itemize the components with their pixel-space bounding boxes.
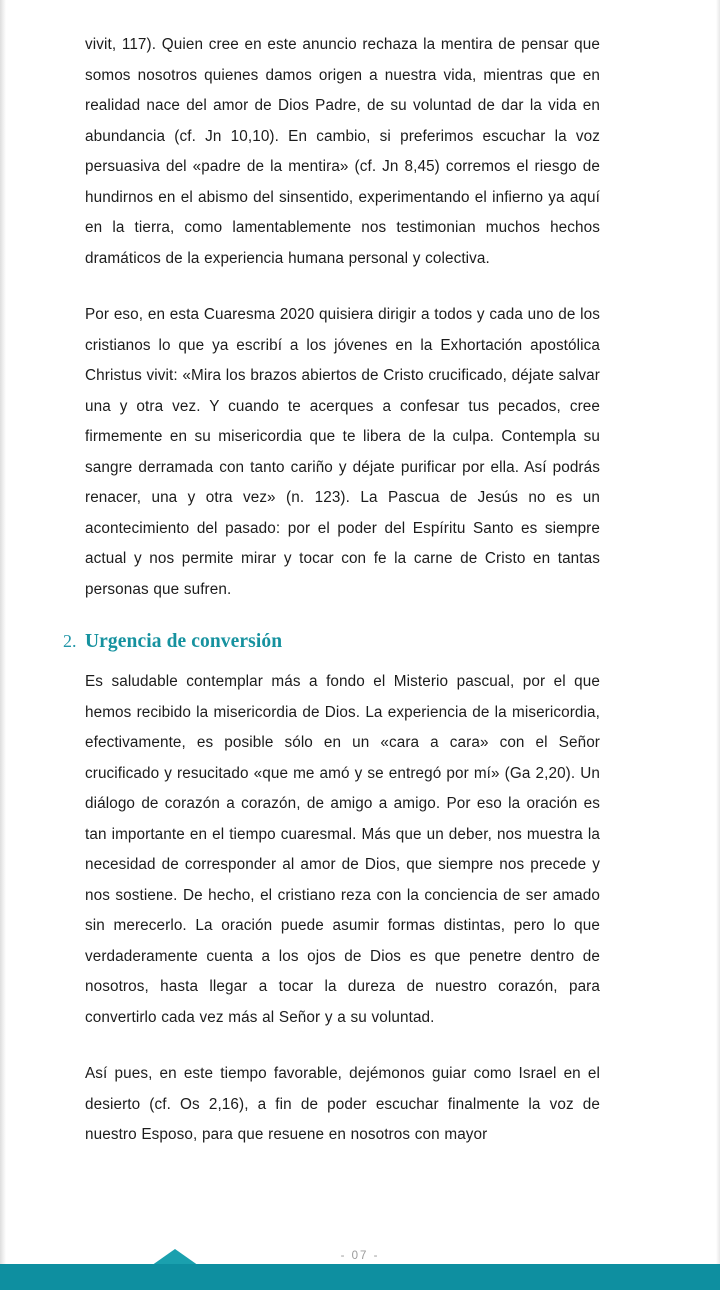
section-number: 2. [63, 631, 77, 651]
page-left-edge-shadow [0, 0, 6, 1264]
page-number: - 07 - [340, 1250, 380, 1262]
footer-bar [0, 1264, 720, 1290]
page-content [63, 30, 600, 1151]
section-paragraph-2: Así pues, en este tiempo favorable, dejémonos guiar como Israel en el desierto (cf. Os 2,16), a fin de poder escuchar finalmente la voz de nuestro Esposo, para que resuene en nosotros con mayor [85, 1065, 600, 1143]
section-title: Urgencia de conversión [85, 631, 283, 652]
section-paragraph-1: Es saludable contemplar más a fondo el Misterio pascual, por el que hemos recibido la misericordia de Dios. La experiencia de la misericordia, efectivamente, es posible sólo en un «cara a cara» con el Señor crucificado y resucitado «que me amó y se entregó por mí» (Ga 2,20). Un diálogo de corazón a corazón, de amigo a amigo. Por eso la oración es tan importante en el tiempo cuaresmal. Más que un deber, nos muestra la necesidad de corresponder al amor de Dios, que siempre nos precede y nos sostiene. De hecho, el cristiano reza con la conciencia de ser amado sin merecerlo. La oración puede asumir formas distintas, pero lo que verdaderamente cuenta a los ojos de Dios es que penetre dentro de nosotros, hasta llegar a tocar la dureza de nuestro corazón, para convertirlo cada vez más al Señor y a su voluntad. [85, 673, 600, 1026]
paragraph-1: vivit, 117). Quien cree en este anuncio rechaza la mentira de pensar que somos nosotros quienes damos origen a nuestra vida, mientras que en realidad nace del amor de Dios Padre, de su voluntad de dar la vida en abundancia (cf. Jn 10,10). En cambio, si preferimos escuchar la voz persuasiva del «padre de la mentira» (cf. Jn 8,45) corremos el riesgo de hundirnos en el abismo del sinsentido, experimentando el infierno ya aquí en la tierra, como lamentablemente nos testimonian muchos hechos dramáticos de la experiencia humana personal y colectiva. [85, 36, 600, 267]
section-heading [63, 631, 600, 653]
page-footer [0, 1242, 720, 1290]
paragraph-2: Por eso, en esta Cuaresma 2020 quisiera dirigir a todos y cada uno de los cristianos lo que ya escribí a los jóvenes en la Exhortación apostólica Christus vivit: «Mira los brazos abiertos de Cristo crucificado, déjate salvar una y otra vez. Y cuando te acerques a confesar tus pecados, cree firmemente en su misericordia que te libera de la culpa. Contempla su sangre derramada con tanto cariño y déjate purificar por ella. Así podrás renacer, una y otra vez» (n. 123). La Pascua de Jesús no es un acontecimiento del pasado: por el poder del Espíritu Santo es siempre actual y nos permite mirar y tocar con fe la carne de Cristo en tantas personas que sufren. [85, 306, 600, 598]
page-right-edge-shadow [716, 0, 720, 1264]
